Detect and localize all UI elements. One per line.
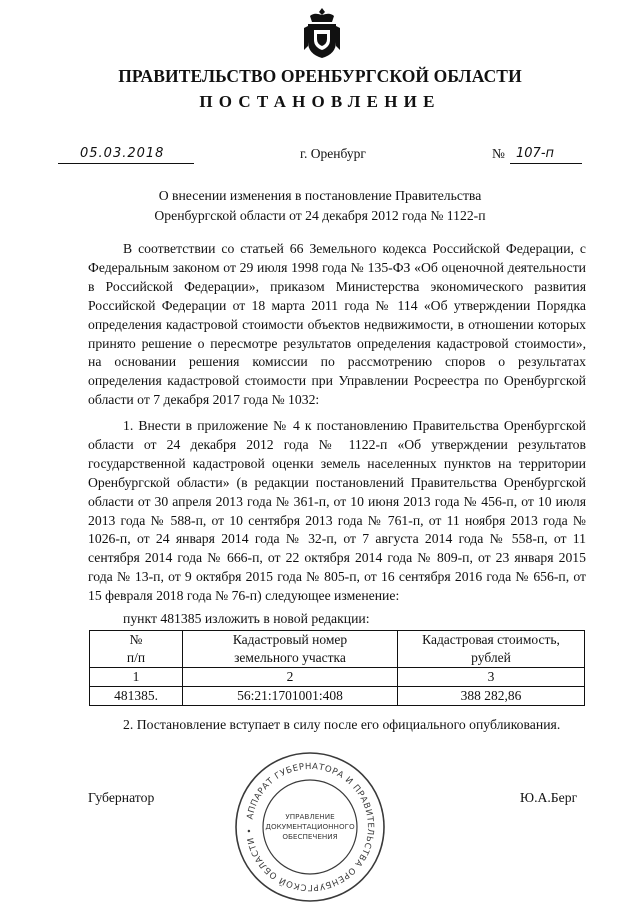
table-cell: 56:21:1701001:408 (183, 687, 398, 706)
document-number: 107-п (510, 146, 582, 164)
subject-line-2: Оренбургской области от 24 декабря 2012 года № 1122-п (154, 208, 486, 223)
svg-text:ОБЕСПЕЧЕНИЯ: ОБЕСПЕЧЕНИЯ (282, 832, 338, 841)
svg-text:ДОКУМЕНТАЦИОННОГО: ДОКУМЕНТАЦИОННОГО (265, 822, 355, 831)
document-type: ПОСТАНОВЛЕНИЕ (199, 92, 441, 111)
table-cell: 388 282,86 (398, 687, 585, 706)
document-city: г. Оренбург (300, 146, 366, 161)
table-cell: 481385. (90, 687, 183, 706)
document-number-label: № (492, 146, 505, 161)
table-cell: 1 (90, 668, 183, 687)
preamble-paragraph: В соответствии со статьей 66 Земельного кодекса Российской Федерации, с Федеральным законом от 29 июля 1998 года № 135-ФЗ «Об оценочной деятельности в Российской Федерации», приказом Министерства экономического развития Российской Федерации от 18 марта 2011 года № 114 «Об утверждении Порядка определения кадастровой стоимости объектов недвижимости, в отношении которых принято решение о пересмотре результатов определения кадастровой стоимости», на основании решения комиссии по рассмотрению споров о результатах определения кадастровой стоимости при Управлении Росреестра по Оренбургской области от 7 декабря 2017 года № 1032: (88, 241, 586, 408)
org-title: ПРАВИТЕЛЬСТВО ОРЕНБУРГСКОЙ ОБЛАСТИ (118, 66, 522, 86)
item-1-subparagraph: пункт 481385 изложить в новой редакции: (123, 611, 370, 626)
official-round-stamp (231, 748, 389, 906)
document-date: 05.03.2018 (58, 146, 194, 164)
svg-text:УПРАВЛЕНИЕ: УПРАВЛЕНИЕ (285, 812, 335, 821)
svg-text:АППАРАТ ГУБЕРНАТОРА И ПРАВИТЕЛ: АППАРАТ ГУБЕРНАТОРА И ПРАВИТЕЛЬСТВА ОРЕНБУРГСКОЙ ОБЛАСТИ • (244, 761, 376, 893)
table-column-number-row (90, 668, 585, 687)
table-header-cell: № п/п (90, 631, 183, 668)
table-header-cell: Кадастровый номер земельного участка (183, 631, 398, 668)
item-2-paragraph: 2. Постановление вступает в силу после его официального опубликования. (123, 717, 561, 732)
cadastral-value-table (89, 630, 585, 706)
coat-of-arms-emblem (302, 6, 342, 60)
table-cell: 3 (398, 668, 585, 687)
item-1-paragraph: 1. Внести в приложение № 4 к постановлению Правительства Оренбургской области от 24 декабря 2012 года № 1122-п «Об утверждении результатов государственной кадастровой оценки земель населенных пунктов на территории Оренбургской области» (в редакции постановлений Правительства Оренбургской области от 30 апреля 2013 года № 361-п, от 10 июня 2013 года № 456-п, от 10 июля 2013 года № 588-п, от 10 сентября 2013 года № 761-п, от 11 ноября 2013 года № 1026-п, от 24 января 2014 года № 32-п, от 7 августа 2014 года № 558-п, от 11 сентября 2014 года № 666-п, от 22 октября 2014 года № 809-п, от 23 января 2015 года № 13-п, от 9 октября 2015 года № 805-п, от 16 сентября 2016 года № 656-п, от 15 февраля 2018 года № 76-п) следующее изменение: (88, 418, 586, 604)
signatory-title: Губернатор (88, 790, 155, 805)
table-cell: 2 (183, 668, 398, 687)
subject-line-1: О внесении изменения в постановление Правительства (158, 188, 482, 203)
table-header-cell: Кадастровая стоимость, рублей (398, 631, 585, 668)
signatory-name: Ю.А.Берг (520, 790, 578, 805)
table-row (90, 687, 585, 706)
table-header-row (90, 631, 585, 668)
document-subject (100, 186, 540, 226)
